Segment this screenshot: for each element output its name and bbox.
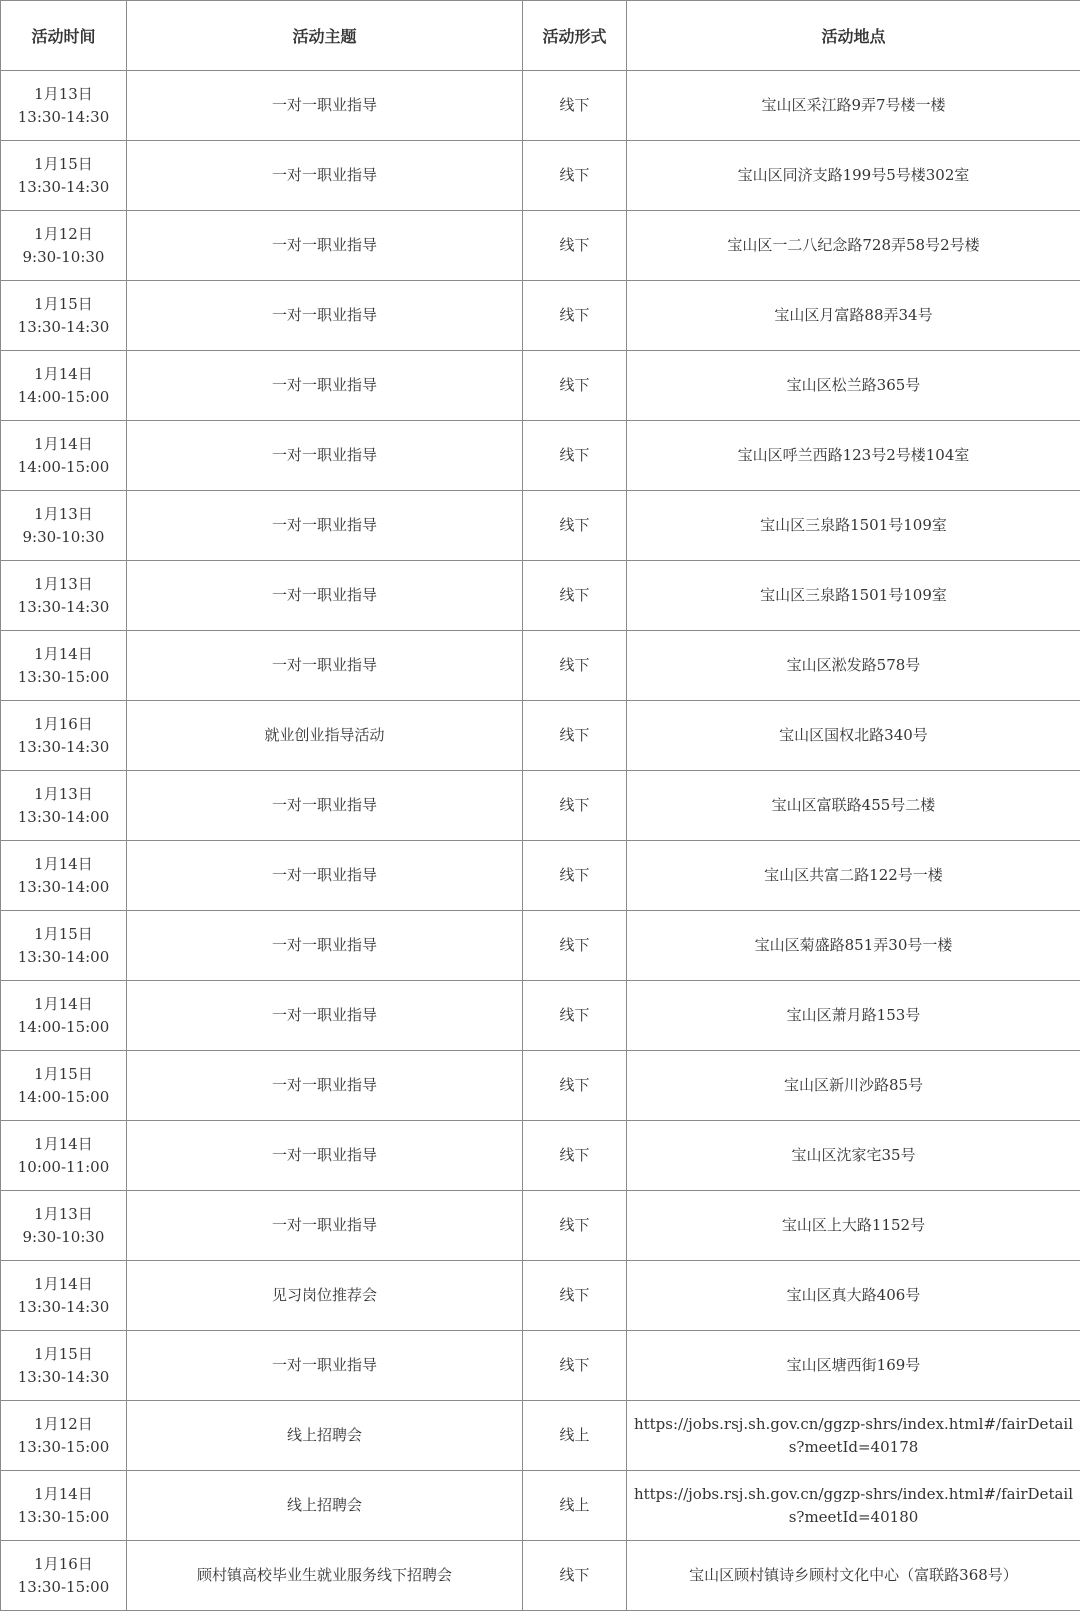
cell-topic: 一对一职业指导 [127, 771, 523, 841]
cell-place: 宝山区上大路1152号 [627, 1191, 1080, 1261]
cell-time [1, 421, 127, 491]
cell-time [1, 1471, 127, 1541]
cell-topic: 顾村镇高校毕业生就业服务线下招聘会 [127, 1541, 523, 1611]
cell-place: 宝山区三泉路1501号109室 [627, 491, 1080, 561]
cell-topic: 一对一职业指导 [127, 351, 523, 421]
cell-topic: 一对一职业指导 [127, 841, 523, 911]
activity-date: 1月12日 [34, 1414, 93, 1433]
cell-time [1, 841, 127, 911]
cell-form: 线下 [523, 841, 627, 911]
cell-time [1, 1401, 127, 1471]
cell-topic: 一对一职业指导 [127, 981, 523, 1051]
header-row [1, 1, 1080, 71]
cell-form: 线下 [523, 771, 627, 841]
cell-time [1, 71, 127, 141]
cell-time [1, 981, 127, 1051]
cell-topic: 就业创业指导活动 [127, 701, 523, 771]
cell-place: 宝山区富联路455号二楼 [627, 771, 1080, 841]
activity-hours: 14:00-15:00 [17, 457, 110, 476]
table-row [1, 771, 1080, 841]
cell-form: 线下 [523, 1051, 627, 1121]
table-row [1, 1261, 1080, 1331]
activity-date: 1月13日 [34, 784, 93, 803]
table-row [1, 1121, 1080, 1191]
cell-topic: 一对一职业指导 [127, 561, 523, 631]
table-row [1, 1401, 1080, 1471]
cell-time [1, 211, 127, 281]
table-body [1, 71, 1080, 1611]
cell-place: https://jobs.rsj.sh.gov.cn/ggzp-shrs/index.html#/fairDetails?meetId=40180 [627, 1471, 1080, 1541]
activity-date: 1月14日 [34, 854, 93, 873]
cell-place: 宝山区沈家宅35号 [627, 1121, 1080, 1191]
cell-place: 宝山区国权北路340号 [627, 701, 1080, 771]
activity-hours: 13:30-14:30 [17, 1367, 110, 1386]
activity-hours: 13:30-14:30 [17, 1297, 110, 1316]
header-place: 活动地点 [627, 1, 1080, 71]
header-topic: 活动主题 [127, 1, 523, 71]
cell-form: 线下 [523, 421, 627, 491]
activity-date: 1月12日 [34, 224, 93, 243]
cell-topic: 一对一职业指导 [127, 491, 523, 561]
table-row [1, 981, 1080, 1051]
activity-date: 1月15日 [34, 154, 93, 173]
cell-place: 宝山区真大路406号 [627, 1261, 1080, 1331]
cell-time [1, 1191, 127, 1261]
cell-form: 线下 [523, 1191, 627, 1261]
cell-time [1, 631, 127, 701]
cell-place: 宝山区塘西街169号 [627, 1331, 1080, 1401]
table-row [1, 561, 1080, 631]
cell-time [1, 491, 127, 561]
activity-date: 1月15日 [34, 1064, 93, 1083]
cell-time [1, 1051, 127, 1121]
cell-time [1, 281, 127, 351]
cell-topic: 一对一职业指导 [127, 1331, 523, 1401]
table-row [1, 1471, 1080, 1541]
cell-time [1, 701, 127, 771]
cell-form: 线下 [523, 981, 627, 1051]
activity-date: 1月15日 [34, 924, 93, 943]
cell-place: 宝山区一二八纪念路728弄58号2号楼 [627, 211, 1080, 281]
cell-topic: 一对一职业指导 [127, 1191, 523, 1261]
activity-date: 1月14日 [34, 364, 93, 383]
table-row [1, 701, 1080, 771]
cell-time [1, 561, 127, 631]
cell-topic: 一对一职业指导 [127, 631, 523, 701]
activity-hours: 14:00-15:00 [17, 1087, 110, 1106]
activity-date: 1月13日 [34, 1204, 93, 1223]
activity-hours: 10:00-11:00 [17, 1157, 110, 1176]
activity-date: 1月13日 [34, 84, 93, 103]
table-row [1, 1541, 1080, 1611]
activity-date: 1月14日 [34, 434, 93, 453]
cell-time [1, 1541, 127, 1611]
activity-hours: 13:30-14:30 [17, 317, 110, 336]
cell-form: 线上 [523, 1471, 627, 1541]
activity-date: 1月15日 [34, 1344, 93, 1363]
activity-date: 1月16日 [34, 714, 93, 733]
cell-form: 线下 [523, 71, 627, 141]
table-row [1, 141, 1080, 211]
table-row [1, 911, 1080, 981]
cell-topic: 一对一职业指导 [127, 71, 523, 141]
table-row [1, 211, 1080, 281]
cell-topic: 一对一职业指导 [127, 141, 523, 211]
table-row [1, 491, 1080, 561]
cell-place: 宝山区三泉路1501号109室 [627, 561, 1080, 631]
table-row [1, 421, 1080, 491]
cell-place: 宝山区松兰路365号 [627, 351, 1080, 421]
activity-hours: 13:30-14:00 [17, 947, 110, 966]
cell-place: 宝山区采江路9弄7号楼一楼 [627, 71, 1080, 141]
header-time: 活动时间 [1, 1, 127, 71]
table-header [1, 1, 1080, 71]
activity-hours: 13:30-14:30 [17, 107, 110, 126]
table-row [1, 1331, 1080, 1401]
cell-topic: 一对一职业指导 [127, 1121, 523, 1191]
activity-hours: 13:30-15:00 [17, 667, 110, 686]
cell-place: 宝山区顾村镇诗乡顾村文化中心（富联路368号） [627, 1541, 1080, 1611]
activity-hours: 13:30-14:00 [17, 877, 110, 896]
cell-topic: 见习岗位推荐会 [127, 1261, 523, 1331]
activity-hours: 13:30-14:30 [17, 737, 110, 756]
activity-date: 1月14日 [34, 1274, 93, 1293]
table-row [1, 71, 1080, 141]
cell-time [1, 1331, 127, 1401]
cell-form: 线上 [523, 1401, 627, 1471]
activity-date: 1月14日 [34, 1484, 93, 1503]
cell-time [1, 771, 127, 841]
cell-place: 宝山区月富路88弄34号 [627, 281, 1080, 351]
activity-hours: 9:30-10:30 [22, 247, 105, 266]
table-row [1, 841, 1080, 911]
activity-hours: 13:30-14:30 [17, 177, 110, 196]
activity-hours: 14:00-15:00 [17, 1017, 110, 1036]
cell-place: 宝山区新川沙路85号 [627, 1051, 1080, 1121]
cell-form: 线下 [523, 911, 627, 981]
cell-time [1, 351, 127, 421]
cell-form: 线下 [523, 561, 627, 631]
header-form: 活动形式 [523, 1, 627, 71]
table-row [1, 281, 1080, 351]
activity-date: 1月15日 [34, 294, 93, 313]
table-row [1, 1191, 1080, 1261]
activity-date: 1月14日 [34, 994, 93, 1013]
activity-date: 1月16日 [34, 1554, 93, 1573]
cell-place: 宝山区菊盛路851弄30号一楼 [627, 911, 1080, 981]
table-row [1, 631, 1080, 701]
cell-time [1, 141, 127, 211]
activity-hours: 9:30-10:30 [22, 527, 105, 546]
cell-place: 宝山区共富二路122号一楼 [627, 841, 1080, 911]
activity-hours: 14:00-15:00 [17, 387, 110, 406]
table-row [1, 1051, 1080, 1121]
activity-date: 1月13日 [34, 574, 93, 593]
activity-date: 1月13日 [34, 504, 93, 523]
activity-hours: 13:30-14:30 [17, 597, 110, 616]
cell-time [1, 911, 127, 981]
cell-form: 线下 [523, 1331, 627, 1401]
table-row [1, 351, 1080, 421]
cell-form: 线下 [523, 141, 627, 211]
cell-place: https://jobs.rsj.sh.gov.cn/ggzp-shrs/index.html#/fairDetails?meetId=40178 [627, 1401, 1080, 1471]
cell-place: 宝山区萧月路153号 [627, 981, 1080, 1051]
activity-date: 1月14日 [34, 644, 93, 663]
cell-form: 线下 [523, 211, 627, 281]
cell-topic: 线上招聘会 [127, 1401, 523, 1471]
cell-form: 线下 [523, 1261, 627, 1331]
cell-topic: 一对一职业指导 [127, 211, 523, 281]
cell-topic: 一对一职业指导 [127, 281, 523, 351]
cell-form: 线下 [523, 631, 627, 701]
cell-place: 宝山区淞发路578号 [627, 631, 1080, 701]
cell-topic: 一对一职业指导 [127, 421, 523, 491]
cell-form: 线下 [523, 281, 627, 351]
cell-form: 线下 [523, 701, 627, 771]
cell-form: 线下 [523, 351, 627, 421]
activity-hours: 13:30-14:00 [17, 807, 110, 826]
cell-topic: 线上招聘会 [127, 1471, 523, 1541]
cell-time [1, 1121, 127, 1191]
cell-form: 线下 [523, 1541, 627, 1611]
cell-form: 线下 [523, 1121, 627, 1191]
cell-topic: 一对一职业指导 [127, 1051, 523, 1121]
cell-form: 线下 [523, 491, 627, 561]
cell-place: 宝山区同济支路199号5号楼302室 [627, 141, 1080, 211]
activity-date: 1月14日 [34, 1134, 93, 1153]
activity-hours: 13:30-15:00 [17, 1577, 110, 1596]
cell-place: 宝山区呼兰西路123号2号楼104室 [627, 421, 1080, 491]
activity-hours: 9:30-10:30 [22, 1227, 105, 1246]
cell-topic: 一对一职业指导 [127, 911, 523, 981]
activity-hours: 13:30-15:00 [17, 1437, 110, 1456]
activity-hours: 13:30-15:00 [17, 1507, 110, 1526]
cell-time [1, 1261, 127, 1331]
